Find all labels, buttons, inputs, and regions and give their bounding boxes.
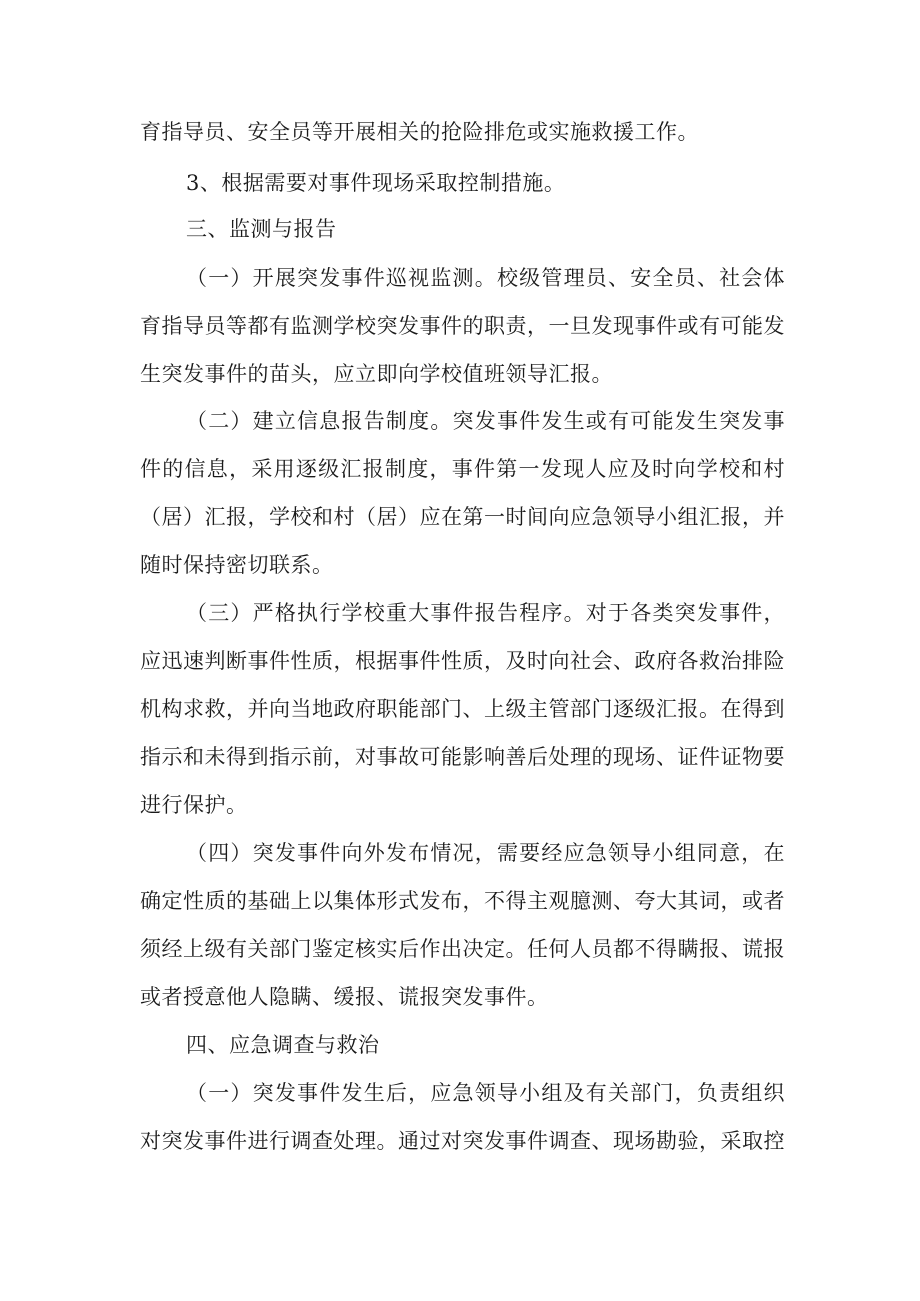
paragraph-line: 或者授意他人隐瞒、缓报、谎报突发事件。 — [140, 985, 549, 1009]
paragraph-line: 随时保持密切联系。 — [140, 553, 334, 577]
paragraph-line: 对突发事件进行调查处理。通过对突发事件调查、现场勘验，采取控 — [140, 1129, 785, 1153]
paragraph-line: （一）突发事件发生后，应急领导小组及有关部门，负责组织 — [186, 1081, 785, 1105]
paragraph-line: 机构求救，并向当地政府职能部门、上级主管部门逐级汇报。在得到 — [140, 697, 785, 721]
section-heading: 四、应急调查与救治 — [186, 1033, 380, 1057]
paragraph-line: 育指导员、安全员等开展相关的抢险排危或实施救援工作。 — [140, 120, 699, 144]
paragraph-line: 须经上级有关部门鉴定核实后作出决定。任何人员都不得瞒报、谎报 — [140, 937, 785, 961]
paragraph-line: 3、根据需要对事件现场采取控制措施。 — [186, 171, 566, 195]
paragraph-line: 确定性质的基础上以集体形式发布，不得主观臆测、夸大其词，或者 — [140, 889, 785, 913]
section-heading: 三、监测与报告 — [186, 217, 337, 241]
paragraph-line: 应迅速判断事件性质，根据事件性质，及时向社会、政府各救治排险 — [140, 649, 785, 673]
paragraph-line: （三）严格执行学校重大事件报告程序。对于各类突发事件， — [186, 601, 785, 625]
paragraph-line: 生突发事件的苗头，应立即向学校值班领导汇报。 — [140, 362, 613, 386]
paragraph-line: 育指导员等都有监测学校突发事件的职责，一旦发现事件或有可能发 — [140, 314, 785, 338]
paragraph-line: 件的信息，采用逐级汇报制度，事件第一发现人应及时向学校和村 — [140, 457, 785, 481]
paragraph-line: （一）开展突发事件巡视监测。校级管理员、安全员、社会体 — [186, 266, 785, 290]
paragraph-line: 进行保护。 — [140, 793, 248, 817]
paragraph-line: （二）建立信息报告制度。突发事件发生或有可能发生突发事 — [186, 409, 785, 433]
paragraph-line: （四）突发事件向外发布情况，需要经应急领导小组同意，在 — [186, 841, 785, 865]
paragraph-line: （居）汇报，学校和村（居）应在第一时间向应急领导小组汇报，并 — [140, 505, 785, 529]
paragraph-line: 指示和未得到指示前，对事故可能影响善后处理的现场、证件证物要 — [140, 745, 785, 769]
